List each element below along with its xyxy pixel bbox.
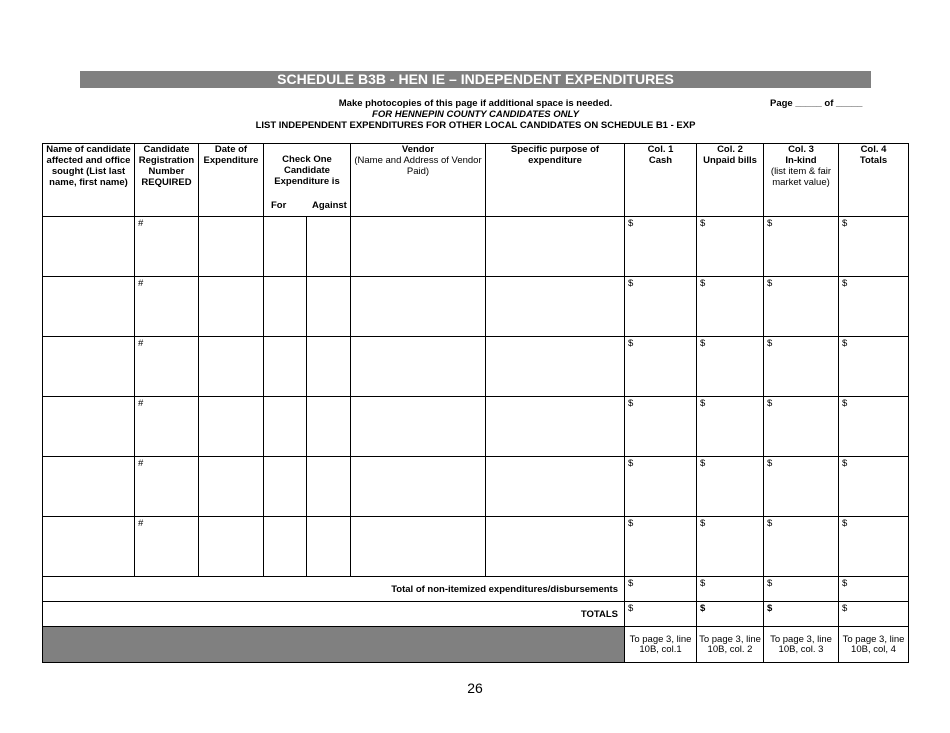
cell-col1[interactable]: $	[625, 457, 697, 517]
header-col2-label: Col. 2	[717, 144, 743, 155]
table-row	[43, 397, 909, 457]
header-col2	[697, 144, 764, 217]
cell-col3[interactable]: $	[764, 517, 839, 577]
header-col4-sub: Totals	[859, 155, 888, 166]
header-vendor-sub: (Name and Address of Vendor Paid)	[354, 155, 482, 177]
cell-candidate-name[interactable]	[43, 517, 135, 577]
cell-purpose[interactable]	[486, 517, 625, 577]
cell-date[interactable]	[199, 217, 264, 277]
instruction-photocopies: Make photocopies of this page if additional space is needed.	[338, 98, 613, 109]
table-row	[43, 277, 909, 337]
cell-purpose[interactable]	[486, 337, 625, 397]
cell-col4[interactable]: $	[839, 397, 909, 457]
nonitemized-col2[interactable]: $	[697, 577, 764, 602]
header-candidate-name: Name of candidate affected and office sought (List last name, first name)	[43, 144, 135, 217]
cell-vendor[interactable]	[351, 277, 486, 337]
cell-date[interactable]	[199, 337, 264, 397]
footer-col4: To page 3, line 10B, col, 4	[839, 627, 909, 663]
cell-for[interactable]	[264, 517, 307, 577]
header-vendor	[351, 144, 486, 217]
cell-col4[interactable]: $	[839, 517, 909, 577]
totals-col2[interactable]: $	[697, 602, 764, 627]
cell-registration[interactable]: #	[135, 457, 199, 517]
cell-registration[interactable]: #	[135, 517, 199, 577]
cell-col4[interactable]: $	[839, 277, 909, 337]
header-col1	[625, 144, 697, 217]
cell-col3[interactable]: $	[764, 337, 839, 397]
cell-against[interactable]	[307, 277, 351, 337]
cell-col1[interactable]: $	[625, 277, 697, 337]
header-col1-sub: Cash	[648, 155, 673, 166]
table-row	[43, 337, 909, 397]
totals-col1[interactable]: $	[625, 602, 697, 627]
instruction-list: LIST INDEPENDENT EXPENDITURES FOR OTHER LOCAL CANDIDATES ON SCHEDULE B1 - EXP	[255, 120, 696, 131]
cell-for[interactable]	[264, 457, 307, 517]
header-col3-label: Col. 3	[788, 144, 814, 155]
expenditures-table	[42, 143, 909, 663]
cell-col2[interactable]: $	[697, 457, 764, 517]
table-row	[43, 517, 909, 577]
nonitemized-col4[interactable]: $	[839, 577, 909, 602]
cell-col1[interactable]: $	[625, 217, 697, 277]
header-purpose: Specific purpose of expenditure	[486, 144, 625, 217]
cell-for[interactable]	[264, 337, 307, 397]
cell-vendor[interactable]	[351, 517, 486, 577]
cell-candidate-name[interactable]	[43, 337, 135, 397]
header-row	[43, 144, 909, 217]
cell-against[interactable]	[307, 517, 351, 577]
cell-purpose[interactable]	[486, 217, 625, 277]
footer-shaded-area	[43, 627, 625, 663]
cell-col2[interactable]: $	[697, 337, 764, 397]
cell-col4[interactable]: $	[839, 337, 909, 397]
totals-col3[interactable]: $	[764, 602, 839, 627]
header-against: Against	[312, 200, 347, 211]
cell-against[interactable]	[307, 217, 351, 277]
cell-col3[interactable]: $	[764, 397, 839, 457]
nonitemized-col1[interactable]: $	[625, 577, 697, 602]
cell-col3[interactable]: $	[764, 277, 839, 337]
header-col4	[839, 144, 909, 217]
nonitemized-label: Total of non-itemized expenditures/disbursements	[43, 577, 625, 602]
header-check-label: Check One Candidate Expenditure is	[274, 154, 340, 187]
cell-candidate-name[interactable]	[43, 397, 135, 457]
footer-col2: To page 3, line 10B, col. 2	[697, 627, 764, 663]
cell-col2[interactable]: $	[697, 517, 764, 577]
footer-col1: To page 3, line 10B, col.1	[625, 627, 697, 663]
cell-against[interactable]	[307, 337, 351, 397]
cell-against[interactable]	[307, 457, 351, 517]
page-number: 26	[467, 680, 483, 696]
cell-date[interactable]	[199, 277, 264, 337]
cell-col3[interactable]: $	[764, 217, 839, 277]
cell-col1[interactable]: $	[625, 397, 697, 457]
header-date: Date of Expenditure	[199, 144, 264, 217]
cell-registration[interactable]: #	[135, 277, 199, 337]
cell-purpose[interactable]	[486, 457, 625, 517]
header-col3-note: (list item & fair market value)	[770, 166, 832, 188]
header-col1-label: Col. 1	[647, 144, 674, 155]
header-for: For	[271, 200, 287, 211]
cell-purpose[interactable]	[486, 277, 625, 337]
instruction-hennepin: FOR HENNEPIN COUNTY CANDIDATES ONLY	[372, 109, 579, 120]
cell-col2[interactable]: $	[697, 397, 764, 457]
totals-label: TOTALS	[43, 602, 625, 627]
footer-row	[43, 627, 909, 663]
cell-candidate-name[interactable]	[43, 217, 135, 277]
cell-against[interactable]	[307, 397, 351, 457]
header-col4-label: Col. 4	[860, 144, 887, 155]
cell-for[interactable]	[264, 277, 307, 337]
header-check-one	[264, 144, 351, 217]
schedule-title: SCHEDULE B3B - HEN IE – INDEPENDENT EXPENDITURES	[80, 71, 871, 88]
cell-candidate-name[interactable]	[43, 277, 135, 337]
cell-vendor[interactable]	[351, 217, 486, 277]
cell-for[interactable]	[264, 217, 307, 277]
header-col3-sub: In-kind	[785, 155, 817, 166]
header-registration: Candidate Registration Number REQUIRED	[135, 144, 199, 217]
totals-row	[43, 602, 909, 627]
cell-registration[interactable]: #	[135, 397, 199, 457]
footer-col3: To page 3, line 10B, col. 3	[764, 627, 839, 663]
header-col3	[764, 144, 839, 217]
cell-registration[interactable]: #	[135, 217, 199, 277]
header-col2-sub: Unpaid bills	[703, 155, 757, 166]
cell-col3[interactable]: $	[764, 457, 839, 517]
cell-col2[interactable]: $	[697, 277, 764, 337]
cell-col4[interactable]: $	[839, 217, 909, 277]
cell-col1[interactable]: $	[625, 337, 697, 397]
cell-for[interactable]	[264, 397, 307, 457]
cell-vendor[interactable]	[351, 397, 486, 457]
cell-date[interactable]	[199, 397, 264, 457]
instructions	[80, 98, 871, 131]
cell-col2[interactable]: $	[697, 217, 764, 277]
cell-registration[interactable]: #	[135, 337, 199, 397]
nonitemized-row	[43, 577, 909, 602]
cell-date[interactable]	[199, 517, 264, 577]
cell-vendor[interactable]	[351, 337, 486, 397]
table-row	[43, 457, 909, 517]
cell-col1[interactable]: $	[625, 517, 697, 577]
nonitemized-col3[interactable]: $	[764, 577, 839, 602]
header-vendor-label: Vendor	[401, 144, 435, 155]
page-of-field[interactable]: Page _____ of _____	[770, 98, 863, 109]
cell-purpose[interactable]	[486, 397, 625, 457]
cell-vendor[interactable]	[351, 457, 486, 517]
cell-candidate-name[interactable]	[43, 457, 135, 517]
totals-col4[interactable]: $	[839, 602, 909, 627]
cell-date[interactable]	[199, 457, 264, 517]
table-row	[43, 217, 909, 277]
cell-col4[interactable]: $	[839, 457, 909, 517]
